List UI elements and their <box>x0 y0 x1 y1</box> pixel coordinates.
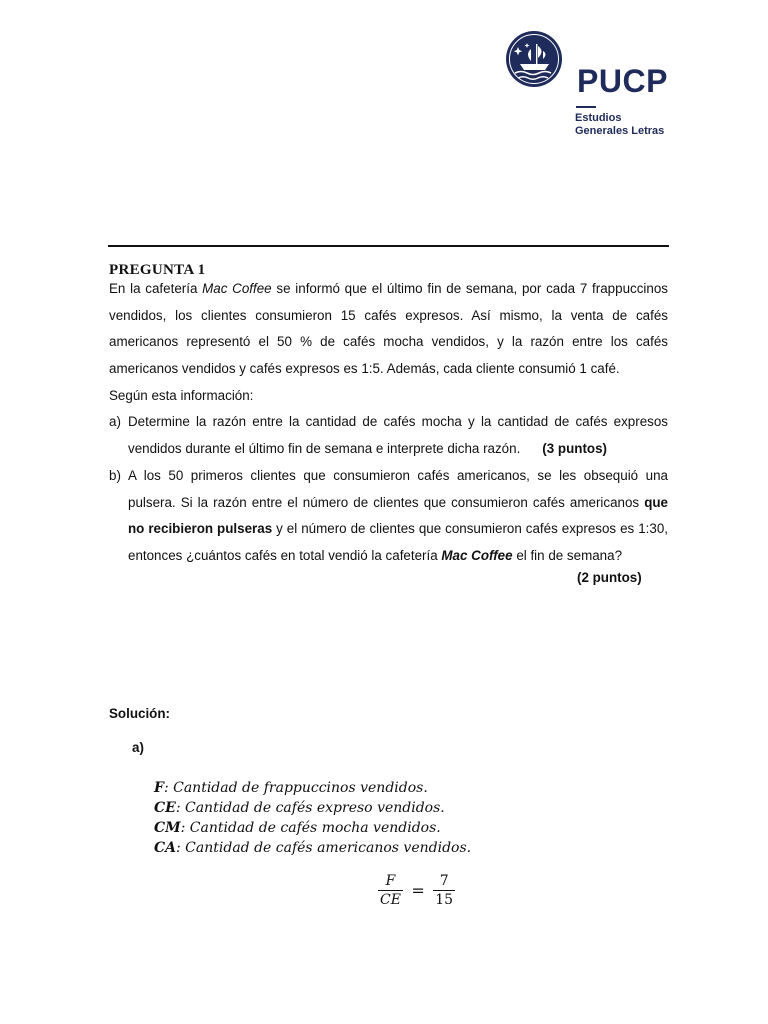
rhs-numerator: 7 <box>433 872 455 891</box>
cafe-name: Mac Coffee <box>202 281 272 296</box>
definition-symbol: CA <box>154 840 177 856</box>
item-b-body-3: el fin de semana? <box>512 548 623 564</box>
ratio-equation <box>378 872 455 909</box>
solution-heading: Solución: <box>109 706 170 721</box>
definition-row <box>154 798 471 818</box>
definition-text: : Cantidad de cafés mocha vendidos. <box>180 820 441 836</box>
question-title: PREGUNTA 1 <box>109 262 206 278</box>
item-b <box>109 463 668 570</box>
brand-unit <box>575 112 664 138</box>
item-a <box>109 409 668 462</box>
question-statement <box>109 276 668 383</box>
definition-row <box>154 818 471 838</box>
definition-symbol: CM <box>154 820 181 836</box>
brand-wordmark: PUCP <box>577 63 668 99</box>
item-b-body-2: y el número de clientes que consumieron cafés expresos es 1:30, entonces ¿cuántos cafés en total vendió la cafetería <box>128 521 668 564</box>
solution-part-a: a) <box>132 740 144 755</box>
statement-start: En la cafetería <box>109 281 203 296</box>
definition-text: : Cantidad de frappuccinos vendidos. <box>163 780 428 796</box>
definition-text: : Cantidad de cafés americanos vendidos. <box>176 840 472 856</box>
variable-definitions <box>154 778 471 858</box>
pucp-logo <box>505 30 695 137</box>
ship-emblem-icon <box>505 30 563 88</box>
item-b-emphasis: que no recibieron pulseras <box>128 494 668 537</box>
item-b-cafe-name: Mac Coffee <box>441 548 513 564</box>
item-a-marker: a) <box>109 414 121 429</box>
equals-sign: = <box>411 881 425 900</box>
question-lead: Según esta información: <box>109 388 254 403</box>
brand-unit-line-1: Estudios <box>575 112 622 124</box>
brand-unit-line-2: Generales Letras <box>575 125 665 137</box>
item-a-body: Determine la razón entre la cantidad de cafés mocha y la cantidad de cafés expresos vendidos durante el último fin de semana e interprete dicha razón. <box>128 414 668 456</box>
lhs-denominator: CE <box>380 892 401 908</box>
rhs-fraction <box>433 872 455 909</box>
definition-symbol: F <box>154 780 164 796</box>
item-b-text <box>128 463 668 570</box>
lhs-numerator: F <box>378 872 403 891</box>
definition-row <box>154 778 471 798</box>
header-divider <box>108 245 669 247</box>
definition-symbol: CE <box>154 800 176 816</box>
item-b-marker: b) <box>109 468 121 483</box>
definition-text: : Cantidad de cafés expreso vendidos. <box>175 800 445 816</box>
item-a-text <box>128 409 668 462</box>
item-b-points: (2 puntos) <box>577 570 642 585</box>
item-b-body-1: A los 50 primeros clientes que consumieron cafés americanos, se les obsequió una pulsera. Si la razón entre el número de clientes que consumieron cafés americanos <box>128 468 668 510</box>
statement-rest: se informó que el último fin de semana, por cada 7 frappuccinos vendidos, los clientes consumieron 15 cafés expresos. Así mismo, la venta de cafés americanos representó el 50 % de cafés mocha vendidos, y la razón entre los cafés americanos vendidos y cafés expresos es 1:5. Además, cada cliente consumió 1 café. <box>109 281 668 377</box>
rhs-denominator: 15 <box>435 892 454 908</box>
lhs-fraction <box>378 872 403 909</box>
item-a-points: (3 puntos) <box>542 440 608 456</box>
brand-divider <box>576 106 596 108</box>
definition-row <box>154 838 471 858</box>
